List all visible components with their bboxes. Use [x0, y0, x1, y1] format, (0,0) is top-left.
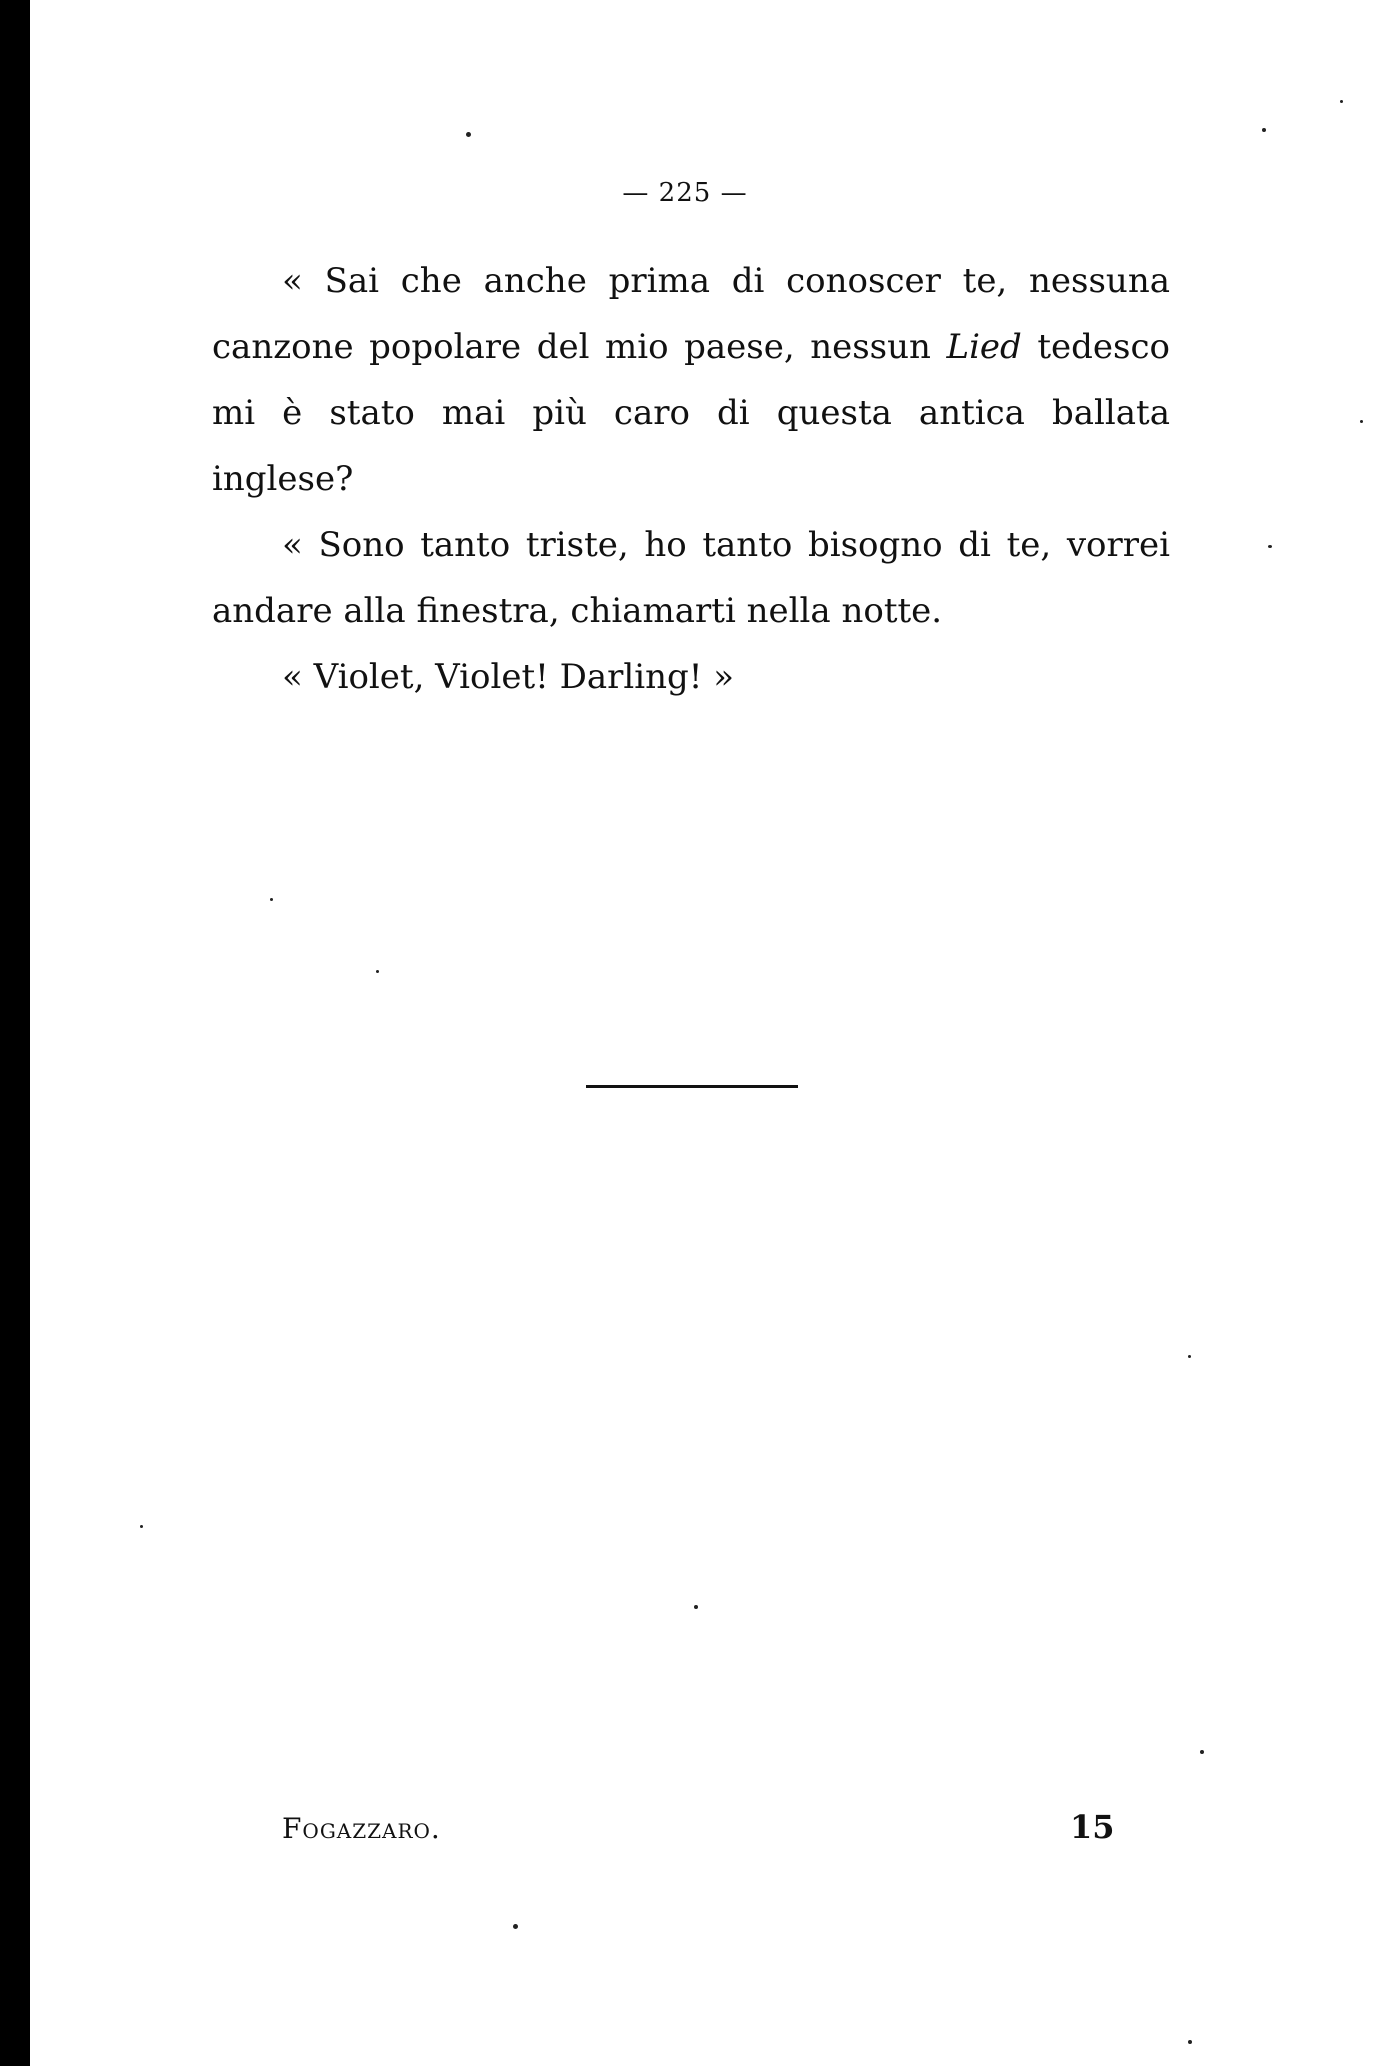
scan-speck [466, 132, 471, 137]
scan-speck [1360, 420, 1363, 423]
signature-number: 15 [1070, 1808, 1115, 1846]
paragraph [212, 644, 1170, 710]
signature-text: Fogazzaro. [282, 1812, 441, 1845]
scan-speck [1340, 100, 1343, 103]
paragraph-text: « Sono tanto triste, ho tanto bisogno di te, vorrei andare alla finestra, chiamarti nella notte. [212, 525, 1170, 631]
scan-speck [1188, 2040, 1192, 2044]
scan-speck [1268, 545, 1272, 548]
paragraph-text: « Violet, Violet! Darling! » [282, 657, 735, 697]
paragraph [212, 248, 1170, 512]
scan-speck [1188, 1355, 1191, 1358]
scan-speck [1262, 128, 1266, 132]
scan-speck [1200, 1750, 1204, 1754]
scan-speck [694, 1605, 698, 1609]
page-number: — 225 — [622, 178, 748, 208]
paragraph [212, 512, 1170, 644]
body-text [212, 248, 1170, 710]
scan-speck [140, 1525, 143, 1528]
paragraph-text: tedesco mi è stato mai più caro di questa antica ballata inglese? [212, 327, 1171, 499]
section-divider [586, 1085, 798, 1088]
paragraph-text: « Sai che anche prima di conoscer te, nessuna canzone popolare del mio paese, nessun [212, 261, 1170, 367]
scan-speck [270, 898, 273, 901]
scan-speck [376, 970, 379, 973]
binding-edge [0, 0, 30, 2066]
footer-signature [282, 1812, 441, 1845]
emphasis-text: Lied [946, 327, 1022, 367]
scan-speck [513, 1924, 518, 1929]
